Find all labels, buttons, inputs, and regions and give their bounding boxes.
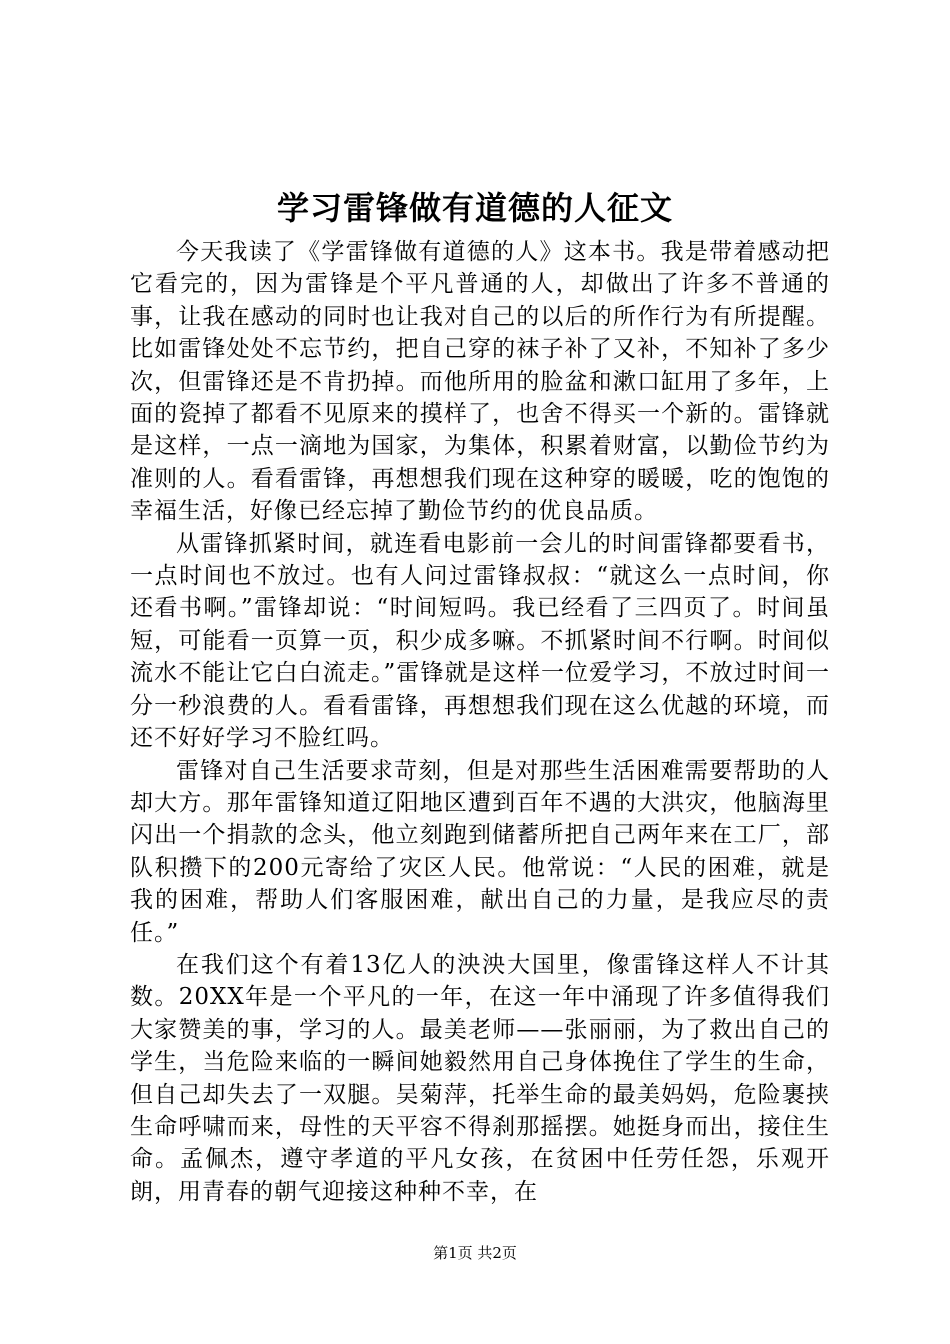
document-title: 学习雷锋做有道德的人征文 (276, 189, 673, 227)
document-body (130, 236, 830, 1208)
paragraph-4: 在我们这个有着13亿人的泱泱大国里，像雷锋这样人不计其数。20XX年是一个平凡的一年，在这一年中涌现了许多值得我们大家赞美的事，学习的人。最美老师——张丽丽，为了救出自己的学生，当危险来临的一瞬间她毅然用自己身体挽住了学生的生命，但自己却失去了一双腿。吴菊萍，托举生命的最美妈妈，危险裹挟生命呼啸而来，母性的天平容不得刹那摇摆。她挺身而出，接住生命。孟佩杰，遵守孝道的平凡女孩，在贫困中任劳任怨，乐观开朗，用青春的朝气迎接这种种不幸，在 (130, 951, 830, 1205)
paragraph-1: 今天我读了《学雷锋做有道德的人》这本书。我是带着感动把它看完的，因为雷锋是个平凡普通的人，却做出了许多不普通的事，让我在感动的同时也让我对自己的以后的所作行为有所提醒。比如雷锋处处不忘节约，把自己穿的袜子补了又补，不知补了多少次，但雷锋还是不肯扔掉。而他所用的脸盆和漱口缸用了多年，上面的瓷掉了都看不见原来的摸样了，也舍不得买一个新的。雷锋就是这样，一点一滴地为国家，为集体，积累着财富，以勤俭节约为准则的人。看看雷锋，再想想我们现在这种穿的暖暖，吃的饱饱的幸福生活，好像已经忘掉了勤俭节约的优良品质。 (130, 239, 830, 525)
paragraph-3: 雷锋对自己生活要求苛刻，但是对那些生活困难需要帮助的人却大方。那年雷锋知道辽阳地区遭到百年不遇的大洪灾，他脑海里闪出一个捐款的念头，他立刻跑到储蓄所把自己两年来在工厂，部队积攒下的200元寄给了灾区人民。他常说：“人民的困难，就是我的困难，帮助人们客服困难，献出自己的力量，是我应尽的责任。” (130, 757, 830, 946)
page-number-footer: 第1页 共2页 (433, 1244, 517, 1262)
paragraph-2: 从雷锋抓紧时间，就连看电影前一会儿的时间雷锋都要看书，一点时间也不放过。也有人问过雷锋叔叔：“就这么一点时间，你还看书啊。”雷锋却说：“时间短吗。我已经看了三四页了。时间虽短，可能看一页算一页，积少成多嘛。不抓紧时间不行啊。时间似流水不能让它白白流走。”雷锋就是这样一位爱学习，不放过时间一分一秒浪费的人。看看雷锋，再想想我们现在这么优越的环境，而还不好好学习不脸红吗。 (130, 530, 830, 752)
